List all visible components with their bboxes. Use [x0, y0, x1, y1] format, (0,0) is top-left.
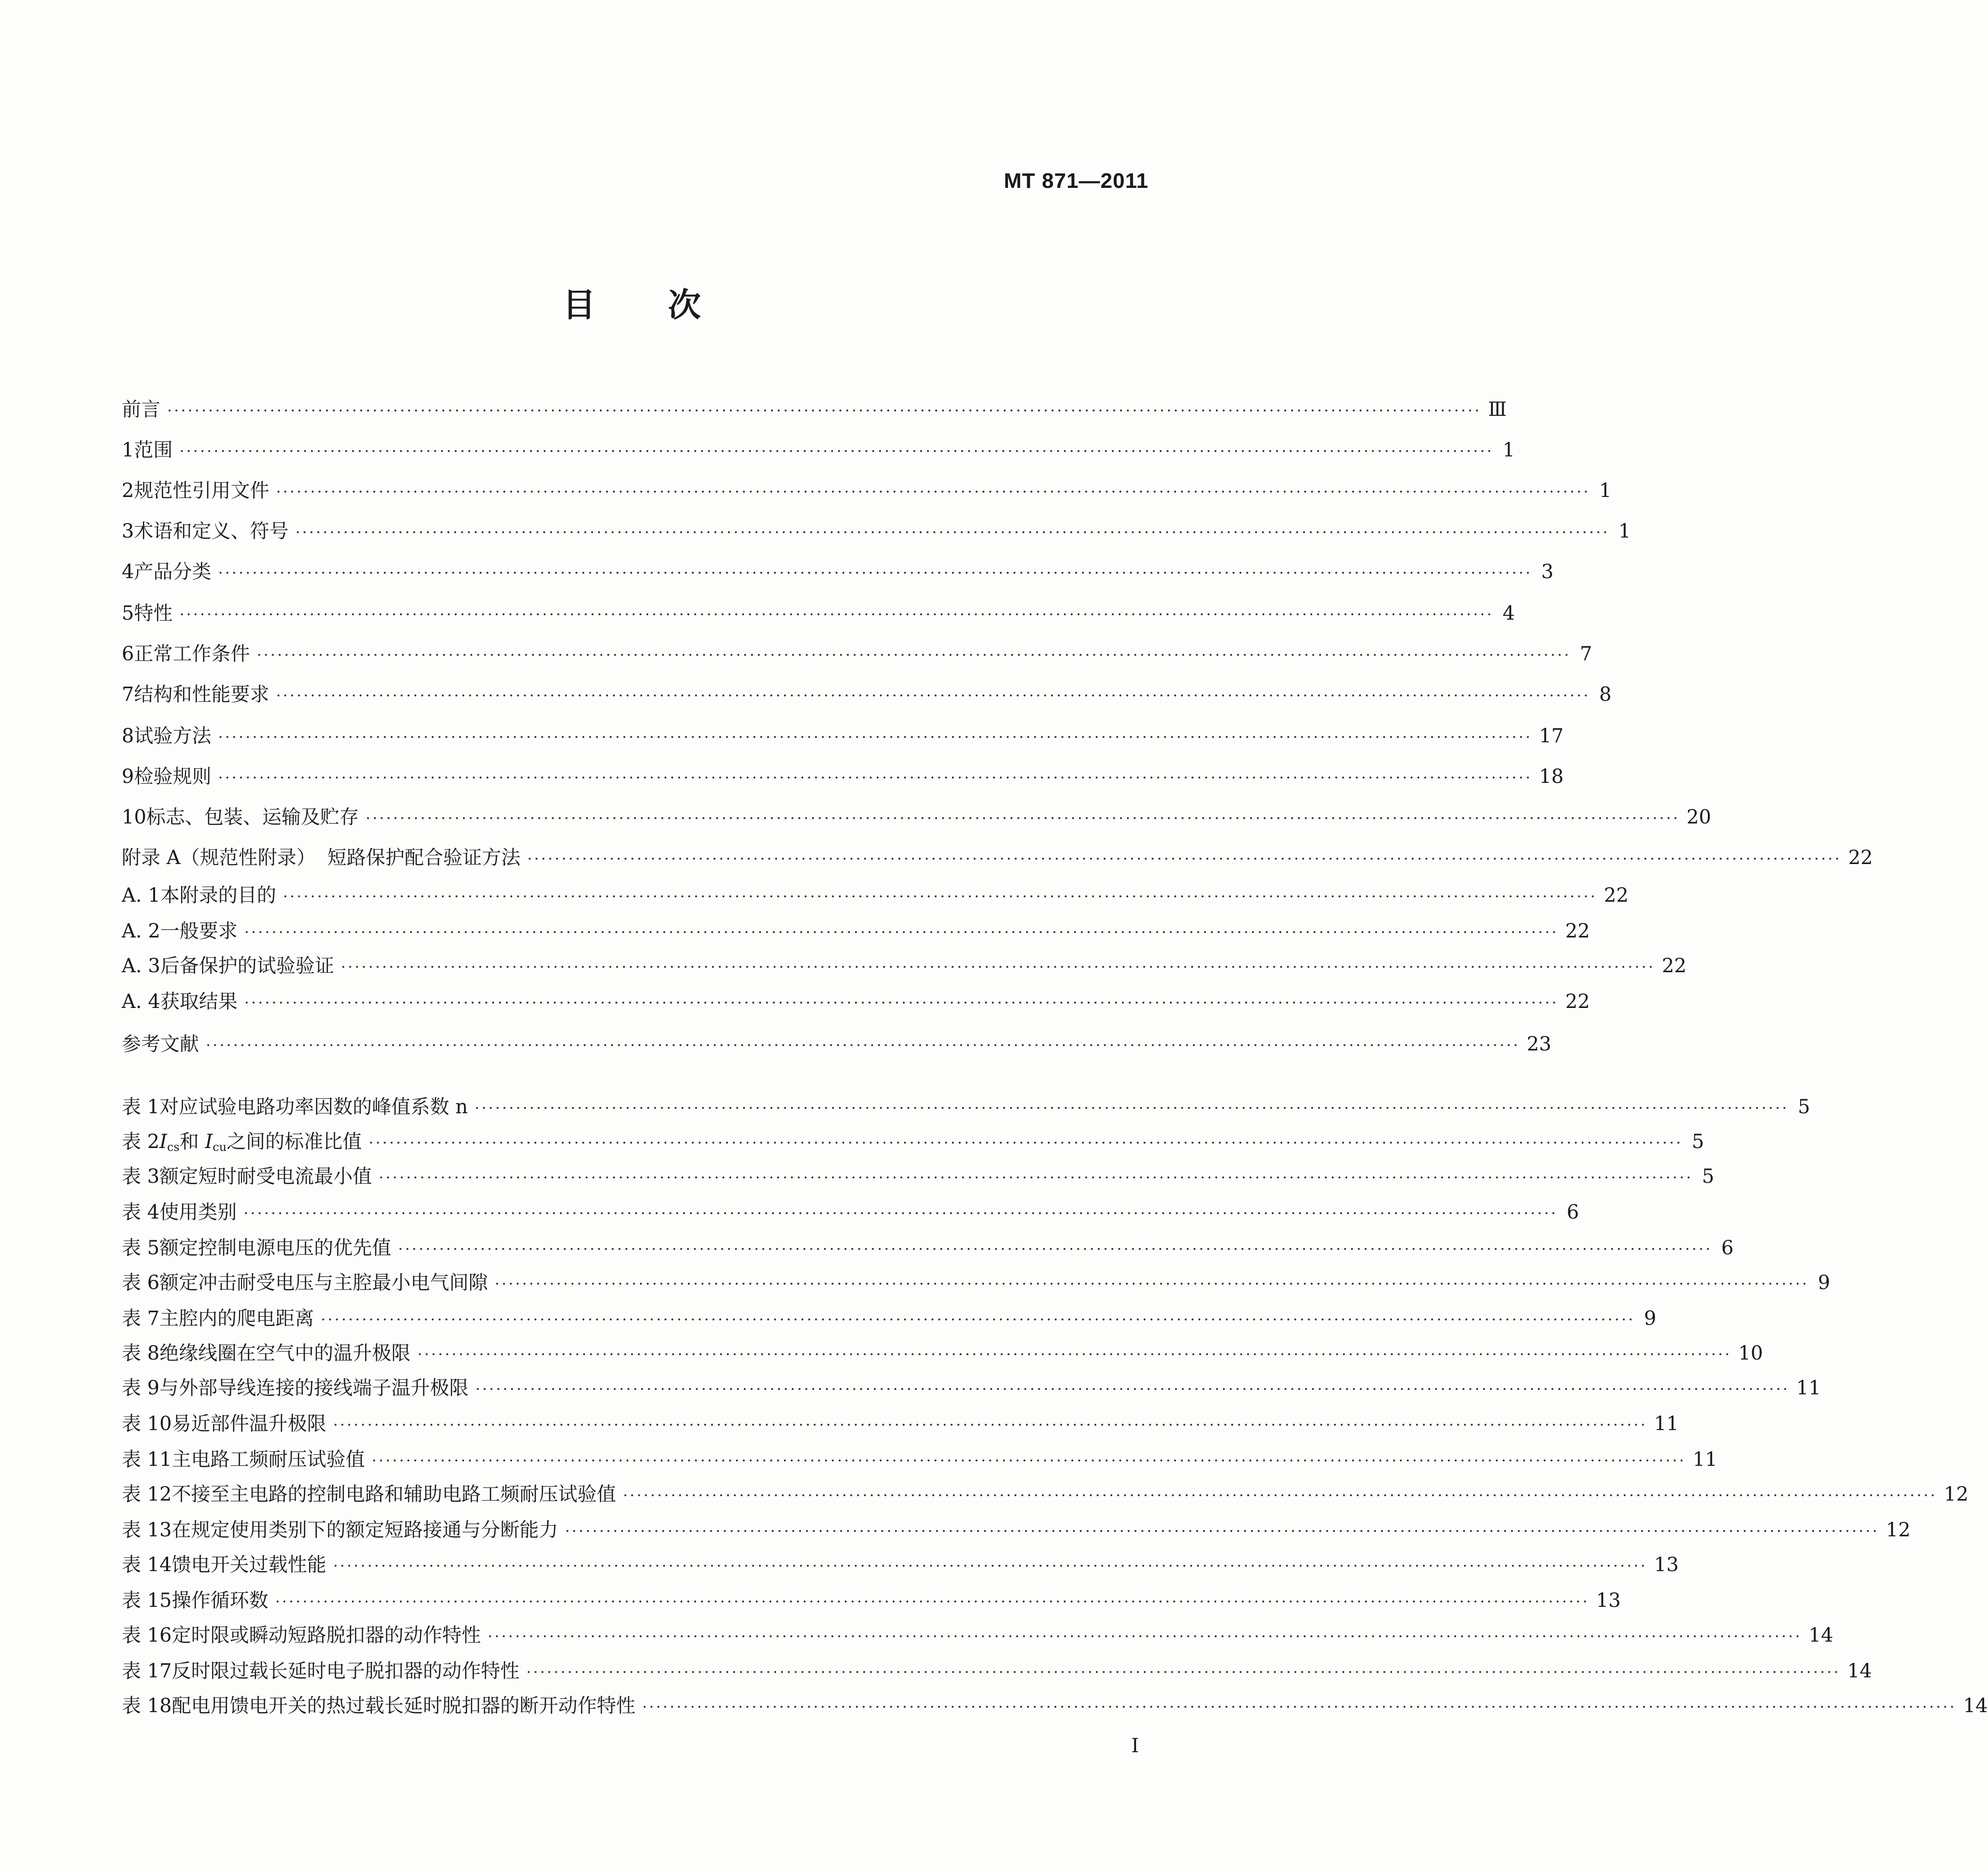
toc-entry-page: 22 — [1848, 847, 1873, 869]
toc-entry[interactable] — [122, 988, 1590, 1015]
leader-dots: ································································································································································································ — [474, 1099, 1789, 1117]
table-list-entry[interactable] — [122, 1093, 1810, 1120]
toc-entry-number: A. 2 — [122, 920, 160, 942]
table-list-entry[interactable] — [122, 1446, 1718, 1473]
table-page: 12 — [1886, 1519, 1911, 1541]
toc-entry-page: 7 — [1580, 643, 1592, 665]
table-list-entry[interactable] — [122, 1305, 1657, 1332]
table-list-entry[interactable] — [122, 1622, 1833, 1649]
leader-dots: ································································································································································································ — [295, 523, 1610, 541]
toc-entry-label: 前言 — [122, 398, 160, 421]
table-list-entry[interactable] — [122, 1199, 1579, 1226]
table-title: 定时限或瞬动短路脱扣器的动作特性 — [171, 1624, 481, 1646]
table-page: 9 — [1644, 1307, 1657, 1330]
table-page: 12 — [1944, 1483, 1969, 1505]
toc-entry-preface[interactable] — [122, 396, 1507, 423]
leader-dots: ································································································································································································ — [341, 958, 1655, 976]
toc-entry-page: 8 — [1599, 683, 1612, 706]
table-title: 额定控制电源电压的优先值 — [159, 1237, 392, 1259]
toc-entry[interactable] — [122, 882, 1629, 909]
table-number: 表 18 — [122, 1695, 172, 1717]
table-title: 对应试验电路功率因数的峰值系数 n — [159, 1096, 468, 1118]
toc-entry-page: 1 — [1619, 520, 1631, 542]
leader-dots: ································································································································································································ — [365, 809, 1680, 827]
toc-entry-page: 1 — [1503, 439, 1515, 461]
toc-entry-number: 7 — [122, 683, 134, 706]
toc-entry-page: 22 — [1565, 991, 1590, 1013]
toc-entry-page: 1 — [1599, 480, 1612, 502]
leader-dots: ································································································································································································ — [276, 686, 1590, 705]
table-number: 表 9 — [122, 1377, 160, 1399]
page-title — [0, 279, 1264, 326]
standard-code: MT 871—2011 — [1004, 169, 1149, 193]
subscript-cu: cu — [213, 1140, 227, 1154]
toc-entry-number: 1 — [122, 439, 134, 461]
toc-entry-number: 6 — [122, 643, 134, 665]
toc-entry-label: 术语和定义、符号 — [134, 520, 289, 542]
table-page: 14 — [1847, 1660, 1872, 1682]
table-list-entry[interactable] — [122, 1517, 1911, 1544]
leader-dots: ································································································································································································ — [398, 1240, 1713, 1258]
leader-dots: ································································································································································································ — [206, 1036, 1520, 1054]
toc-entry-number: 8 — [122, 725, 134, 747]
toc-entry[interactable] — [122, 558, 1554, 585]
toc-entry-page: 17 — [1539, 725, 1564, 747]
toc-entry-page: 22 — [1661, 955, 1687, 977]
table-number: 表 6 — [122, 1272, 160, 1294]
toc-entry-label: 特性 — [134, 602, 173, 624]
label-part: 和 — [179, 1131, 205, 1153]
toc-entry[interactable] — [122, 437, 1515, 464]
leader-dots: ································································································································································································ — [475, 1380, 1790, 1398]
toc-entry-label: 一般要求 — [160, 920, 238, 942]
toc-entry-label: 标志、包装、运输及贮存 — [146, 806, 359, 828]
table-title: 主电路工频耐压试验值 — [171, 1448, 365, 1471]
toc-entry-page: 18 — [1539, 766, 1564, 788]
leader-dots: ································································································································································································ — [623, 1486, 1937, 1504]
page-number: I — [1131, 1735, 1139, 1757]
symbol-i: I — [159, 1131, 167, 1153]
leader-dots: ································································································································································································ — [526, 1663, 1841, 1681]
title-char-1: 目 — [562, 286, 596, 325]
toc-entry-page: 3 — [1541, 561, 1554, 583]
toc-entry[interactable] — [122, 600, 1515, 627]
table-number: 表 7 — [122, 1307, 160, 1330]
toc-entry-number: A. 1 — [122, 884, 160, 907]
toc-entry-number: A. 3 — [122, 955, 160, 977]
table-page: 11 — [1654, 1413, 1679, 1435]
table-page: 5 — [1702, 1165, 1715, 1188]
table-list-entry[interactable] — [122, 1128, 1704, 1155]
toc-entry-number: 附录 A（规范性附录） — [122, 847, 316, 869]
leader-dots: ································································································································································································ — [417, 1345, 1732, 1363]
leader-dots: ································································································································································································ — [179, 442, 1494, 460]
table-page: 5 — [1798, 1096, 1810, 1118]
table-number: 表 13 — [122, 1519, 172, 1541]
table-list-entry[interactable] — [122, 1340, 1763, 1367]
toc-entry[interactable] — [122, 477, 1612, 504]
leader-dots: ································································································································································································ — [244, 923, 1559, 941]
toc-entry-label: 参考文献 — [122, 1033, 199, 1055]
toc-entry-number: 2 — [122, 480, 134, 502]
symbol-i: I — [205, 1131, 213, 1153]
toc-entry[interactable] — [122, 763, 1564, 790]
toc-entry-number: 4 — [122, 561, 134, 583]
toc-entry-appendix[interactable] — [122, 844, 1873, 871]
toc-entry-page: Ⅲ — [1488, 398, 1507, 421]
table-page: 14 — [1963, 1695, 1988, 1717]
toc-entry-page: 4 — [1503, 602, 1515, 624]
table-page: 9 — [1818, 1272, 1831, 1294]
leader-dots: ································································································································································································ — [218, 564, 1533, 582]
subscript-cs: cs — [167, 1140, 180, 1154]
table-title: 反时限过载长延时电子脱扣器的动作特性 — [171, 1660, 520, 1682]
leader-dots: ································································································································································································ — [218, 768, 1533, 787]
toc-entry-label: 规范性引用文件 — [134, 480, 270, 502]
table-list-entry[interactable] — [122, 1587, 1621, 1614]
leader-dots: ································································································································································································ — [244, 993, 1559, 1012]
table-title: 操作循环数 — [171, 1589, 269, 1612]
toc-entry[interactable] — [122, 681, 1612, 708]
table-number: 表 16 — [122, 1624, 172, 1646]
table-number: 表 8 — [122, 1342, 160, 1364]
leader-dots: ································································································································································································ — [565, 1522, 1879, 1540]
table-title: 不接至主电路的控制电路和辅助电路工频耐压试验值 — [171, 1483, 616, 1505]
toc-entry-page: 20 — [1686, 806, 1711, 828]
table-list-entry[interactable] — [122, 1375, 1821, 1402]
table-number: 表 1 — [122, 1096, 160, 1118]
toc-entry-number: 5 — [122, 602, 134, 624]
table-list-entry[interactable] — [122, 1481, 1969, 1508]
toc-entry-references[interactable] — [122, 1031, 1551, 1058]
table-page: 6 — [1721, 1237, 1734, 1259]
table-list-entry[interactable] — [122, 1692, 1988, 1719]
toc-entry-number: 10 — [122, 806, 146, 828]
table-page: 13 — [1596, 1589, 1621, 1612]
table-list-entry[interactable] — [122, 1163, 1715, 1190]
table-number: 表 12 — [122, 1483, 172, 1505]
table-page: 11 — [1796, 1377, 1821, 1399]
toc-entry-label: 后备保护的试验验证 — [160, 955, 334, 977]
leader-dots: ································································································································································································ — [333, 1557, 1647, 1575]
leader-dots: ································································································································································································ — [179, 605, 1494, 624]
title-char-2: 次 — [668, 286, 701, 325]
table-title — [159, 1128, 362, 1161]
toc-entry-label: 范围 — [134, 439, 173, 461]
leader-dots: ································································································································································································ — [369, 1134, 1683, 1152]
toc-entry-page: 22 — [1565, 920, 1590, 942]
table-number: 表 4 — [122, 1201, 160, 1223]
toc-entry[interactable] — [122, 640, 1592, 667]
toc-entry-label: 试验方法 — [134, 725, 212, 747]
toc-entry-number: 3 — [122, 520, 134, 542]
leader-dots: ································································································································································································ — [256, 646, 1571, 664]
toc-entry-number: 9 — [122, 766, 134, 788]
leader-dots: ································································································································································································ — [379, 1168, 1693, 1187]
leader-dots: ································································································································································································ — [321, 1310, 1635, 1329]
table-title: 额定短时耐受电流最小值 — [159, 1165, 372, 1188]
leader-dots: ································································································································································································ — [275, 1592, 1590, 1611]
toc-entry-label: 短路保护配合验证方法 — [327, 847, 521, 869]
leader-dots: ································································································································································································ — [276, 482, 1590, 501]
toc-entry-label: 正常工作条件 — [134, 643, 250, 665]
leader-dots: ································································································································································································ — [218, 728, 1533, 746]
leader-dots: ································································································································································································ — [495, 1275, 1809, 1293]
table-page: 10 — [1738, 1342, 1763, 1364]
table-list-entry[interactable] — [122, 1658, 1872, 1685]
leader-dots: ································································································································································································ — [283, 887, 1597, 906]
toc-entry-label: 本附录的目的 — [160, 884, 276, 907]
table-number: 表 11 — [122, 1448, 172, 1471]
table-number: 表 3 — [122, 1165, 160, 1188]
toc-entry[interactable] — [122, 723, 1564, 750]
table-title: 主腔内的爬电距离 — [159, 1307, 314, 1330]
table-number: 表 5 — [122, 1237, 160, 1259]
toc-entry-number: A. 4 — [122, 991, 160, 1013]
leader-dots: ································································································································································································ — [243, 1204, 1558, 1222]
leader-dots: ································································································································································································ — [487, 1627, 1802, 1645]
table-title: 与外部导线连接的接线端子温升极限 — [159, 1377, 469, 1399]
table-list-entry[interactable] — [122, 1234, 1734, 1262]
table-title: 馈电开关过载性能 — [171, 1554, 327, 1576]
table-list-entry[interactable] — [122, 1551, 1679, 1578]
table-number: 表 15 — [122, 1589, 172, 1612]
label-part: 之间的标准比值 — [227, 1131, 362, 1153]
table-number: 表 10 — [122, 1413, 172, 1435]
toc-entry[interactable] — [122, 918, 1590, 945]
leader-dots: ································································································································································································ — [371, 1451, 1686, 1470]
leader-dots: ································································································································································································ — [333, 1416, 1647, 1434]
table-page: 14 — [1808, 1624, 1833, 1646]
leader-dots: ································································································································································································ — [642, 1698, 1957, 1716]
table-title: 使用类别 — [159, 1201, 237, 1223]
table-page: 13 — [1654, 1554, 1679, 1576]
leader-dots: ································································································································································································ — [167, 401, 1481, 420]
table-title: 配电用馈电开关的热过载长延时脱扣器的断开动作特性 — [171, 1695, 636, 1717]
table-list-entry[interactable] — [122, 1269, 1831, 1296]
table-title: 绝缘线圈在空气中的温升极限 — [159, 1342, 411, 1364]
toc-entry[interactable] — [122, 518, 1631, 545]
table-number: 表 2 — [122, 1131, 160, 1153]
toc-entry-label: 检验规则 — [134, 766, 212, 788]
table-list-entry[interactable] — [122, 1410, 1679, 1437]
toc-entry[interactable] — [122, 804, 1711, 831]
table-title: 易近部件温升极限 — [171, 1413, 327, 1435]
table-page: 6 — [1566, 1201, 1579, 1223]
toc-entry[interactable] — [122, 952, 1687, 979]
table-title: 额定冲击耐受电压与主腔最小电气间隙 — [159, 1272, 488, 1294]
table-page: 5 — [1691, 1131, 1704, 1153]
toc-entry-page: 22 — [1604, 884, 1629, 907]
toc-entry-label: 产品分类 — [134, 561, 212, 583]
table-title: 在规定使用类别下的额定短路接通与分断能力 — [171, 1519, 558, 1541]
table-number: 表 17 — [122, 1660, 172, 1682]
toc-entry-label: 结构和性能要求 — [134, 683, 270, 706]
leader-dots: ································································································································································································ — [527, 850, 1842, 868]
toc-entry-page: 23 — [1527, 1033, 1551, 1055]
toc-entry-label: 获取结果 — [160, 991, 238, 1013]
table-number: 表 14 — [122, 1554, 172, 1576]
table-page: 11 — [1692, 1448, 1718, 1471]
